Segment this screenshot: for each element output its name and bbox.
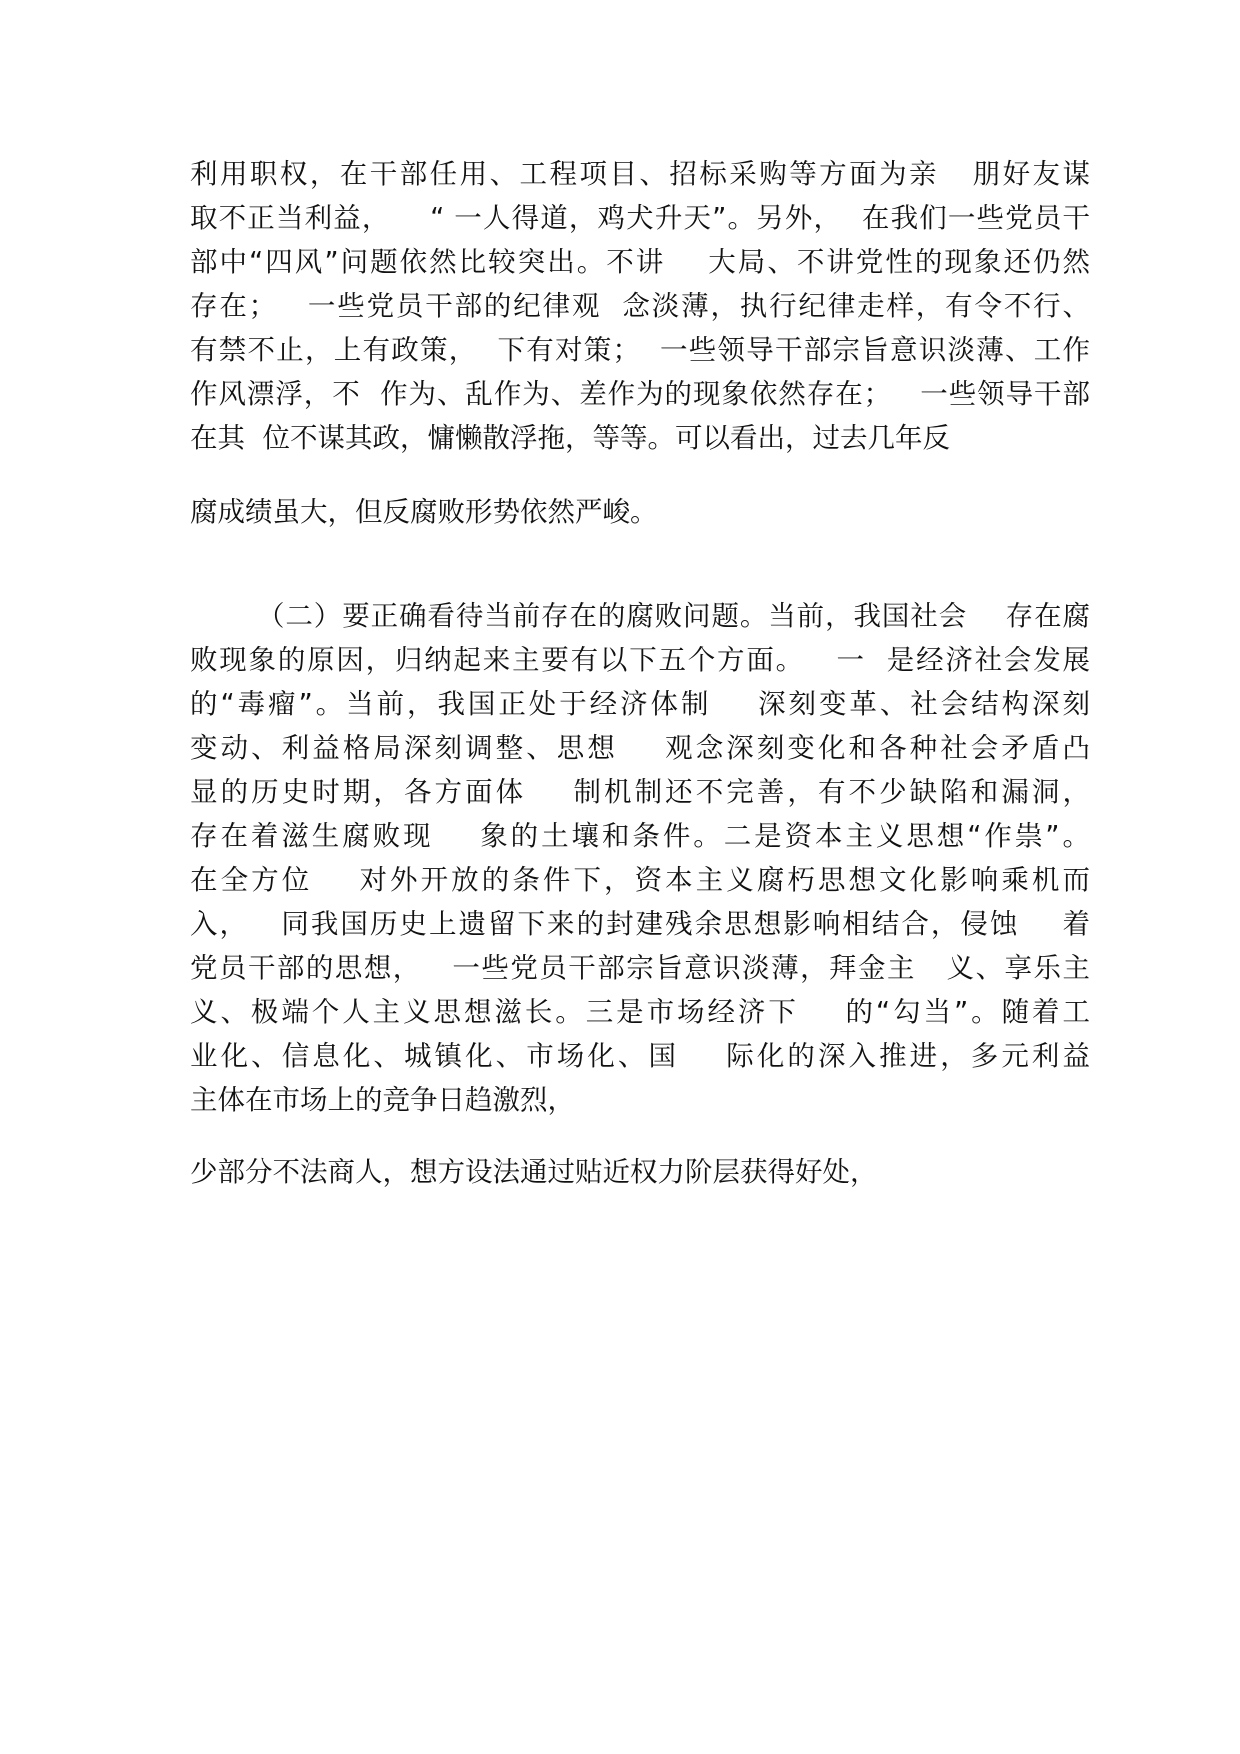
paragraph-line: 败现象的原因，归纳起来主要有以下五个方面。 一 是经济社会发展 — [190, 644, 1090, 676]
paragraph-line: 有禁不止，上有政策， 下有对策； 一些领导干部宗旨意识淡薄、工作 — [190, 334, 1090, 366]
paragraph-line: 变动、利益格局深刻调整、思想 观念深刻变化和各种社会矛盾凸 — [190, 732, 1090, 764]
paragraph-line: 在其 位不谋其政，慵懒散浮拖，等等。可以看出，过去几年反 — [190, 422, 950, 454]
paragraph-line: 存在； 一些党员干部的纪律观 念淡薄，执行纪律走样，有令不行、 — [190, 290, 1090, 322]
paragraph-line: 业化、信息化、城镇化、市场化、国 际化的深入推进，多元利益 — [190, 1040, 1090, 1072]
paragraph-line: 党员干部的思想， 一些党员干部宗旨意识淡薄，拜金主 义、享乐主 — [190, 952, 1090, 984]
paragraph-first-line: （二）要正确看待当前存在的腐败问题。当前，我国社会 存在腐 — [257, 600, 1090, 632]
paragraph-last-line: 腐成绩虽大，但反腐败形势依然严峻。 — [190, 496, 658, 528]
paragraph-line: 入， 同我国历史上遗留下来的封建残余思想影响相结合，侵蚀 着 — [190, 908, 1090, 940]
paragraph-line: 在全方位 对外开放的条件下，资本主义腐朽思想文化影响乘机而 — [190, 864, 1090, 896]
paragraph-line: 主体在市场上的竞争日趋激烈， — [190, 1084, 575, 1116]
paragraph-line: 作风漂浮，不 作为、乱作为、差作为的现象依然存在； 一些领导干部 — [190, 378, 1090, 410]
paragraph-line: 义、极端个人主义思想滋长。三是市场经济下 的“勾当”。随着工 — [190, 996, 1090, 1028]
paragraph-line: 存在着滋生腐败现 象的土壤和条件。二是资本主义思想“作祟”。 — [190, 820, 1090, 852]
paragraph-line: 部中“四风”问题依然比较突出。不讲 大局、不讲党性的现象还仍然 — [190, 246, 1090, 278]
paragraph-line: 显的历史时期，各方面体 制机制还不完善，有不少缺陷和漏洞， — [190, 776, 1090, 808]
paragraph-last-line: 少部分不法商人，想方设法通过贴近权力阶层获得好处， — [190, 1156, 878, 1188]
paragraph-line: 利用职权，在干部任用、工程项目、招标采购等方面为亲 朋好友谋 — [190, 158, 1090, 190]
paragraph-line: 的“毒瘤”。当前，我国正处于经济体制 深刻变革、社会结构深刻 — [190, 688, 1090, 720]
paragraph-line: 取不正当利益， “ 一人得道，鸡犬升天”。另外， 在我们一些党员干 — [190, 202, 1090, 234]
